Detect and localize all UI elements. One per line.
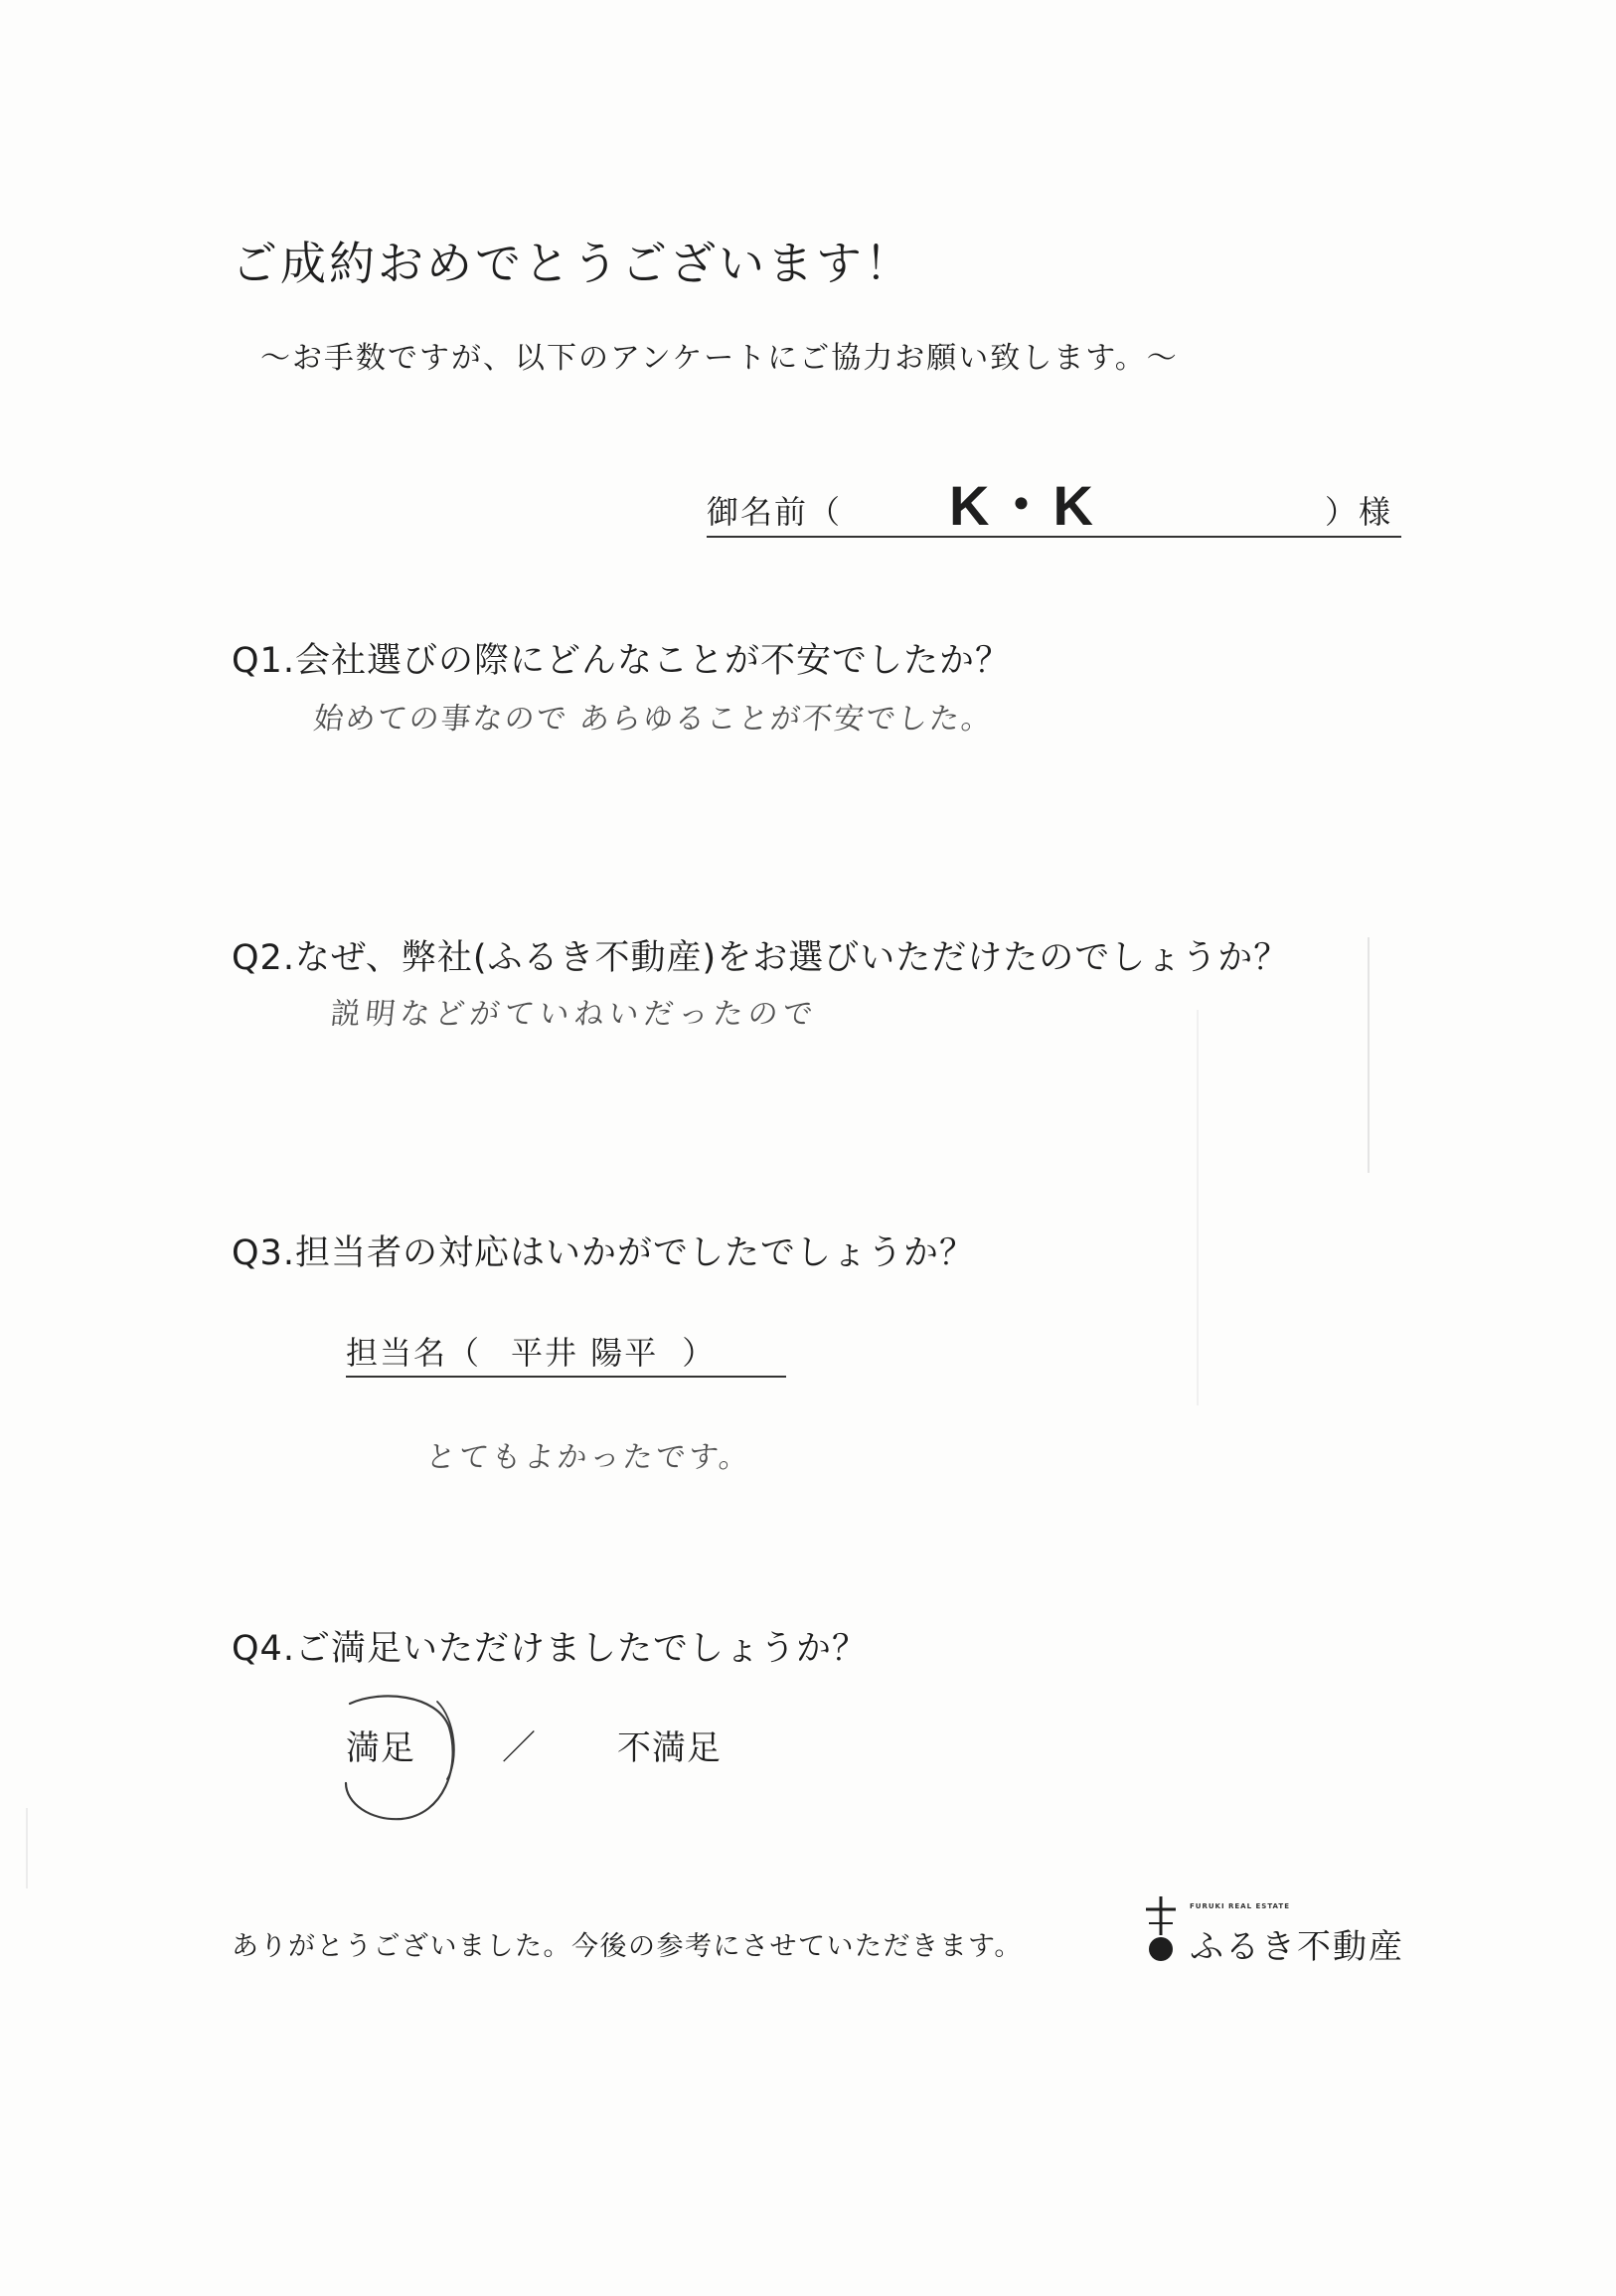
customer-name-value: K・K xyxy=(949,474,1097,537)
question-1-label: Q1.会社選びの際にどんなことが不安でしたか？ xyxy=(232,641,1011,681)
option-unsatisfied: 不満足 xyxy=(617,1728,722,1768)
page-title: ご成約おめでとうございます！ xyxy=(232,237,913,290)
cross-and-dot-icon xyxy=(1146,1896,1176,1961)
customer-name-label: 御名前（ xyxy=(707,493,843,531)
question-3-label: Q3.担当者の対応はいかがでしたでしょうか？ xyxy=(232,1233,975,1273)
question-3-handwritten-answer: とてもよかったです。 xyxy=(423,1440,754,1475)
question-1-handwritten-answer: 始めての事なので あらゆることが不安でした。 xyxy=(311,702,996,737)
staff-name-label: 担当名（ xyxy=(346,1334,482,1372)
customer-name-suffix: ）様 xyxy=(1325,493,1393,531)
customer-name-underline xyxy=(707,536,1401,538)
logo-tagline: FURUKI REAL ESTATE xyxy=(1190,1902,1290,1910)
staff-name-underline xyxy=(346,1376,786,1378)
staff-name-value: 平井 陽平 xyxy=(511,1334,659,1372)
page-subtitle: ～お手数ですが、以下のアンケートにご協力お願い致します。～ xyxy=(260,341,1179,376)
selection-circle-tail xyxy=(437,1702,454,1779)
option-satisfied: 満足 xyxy=(346,1728,415,1768)
question-2-handwritten-answer: 説明などがていねいだったので xyxy=(328,997,820,1032)
staff-name-close: ） xyxy=(682,1334,717,1372)
footer-thanks: ありがとうございました。今後の参考にさせていただきます。 xyxy=(232,1931,1023,1962)
question-4-label: Q4.ご満足いただけましたでしょうか？ xyxy=(232,1629,868,1669)
question-2-label: Q2.なぜ、弊社(ふるき不動産)をお選びいただけたのでしょうか？ xyxy=(232,938,1290,978)
option-separator: ／ xyxy=(502,1728,537,1768)
logo-name: ふるき不動産 xyxy=(1190,1927,1404,1967)
staff-name-field xyxy=(346,1334,717,1372)
